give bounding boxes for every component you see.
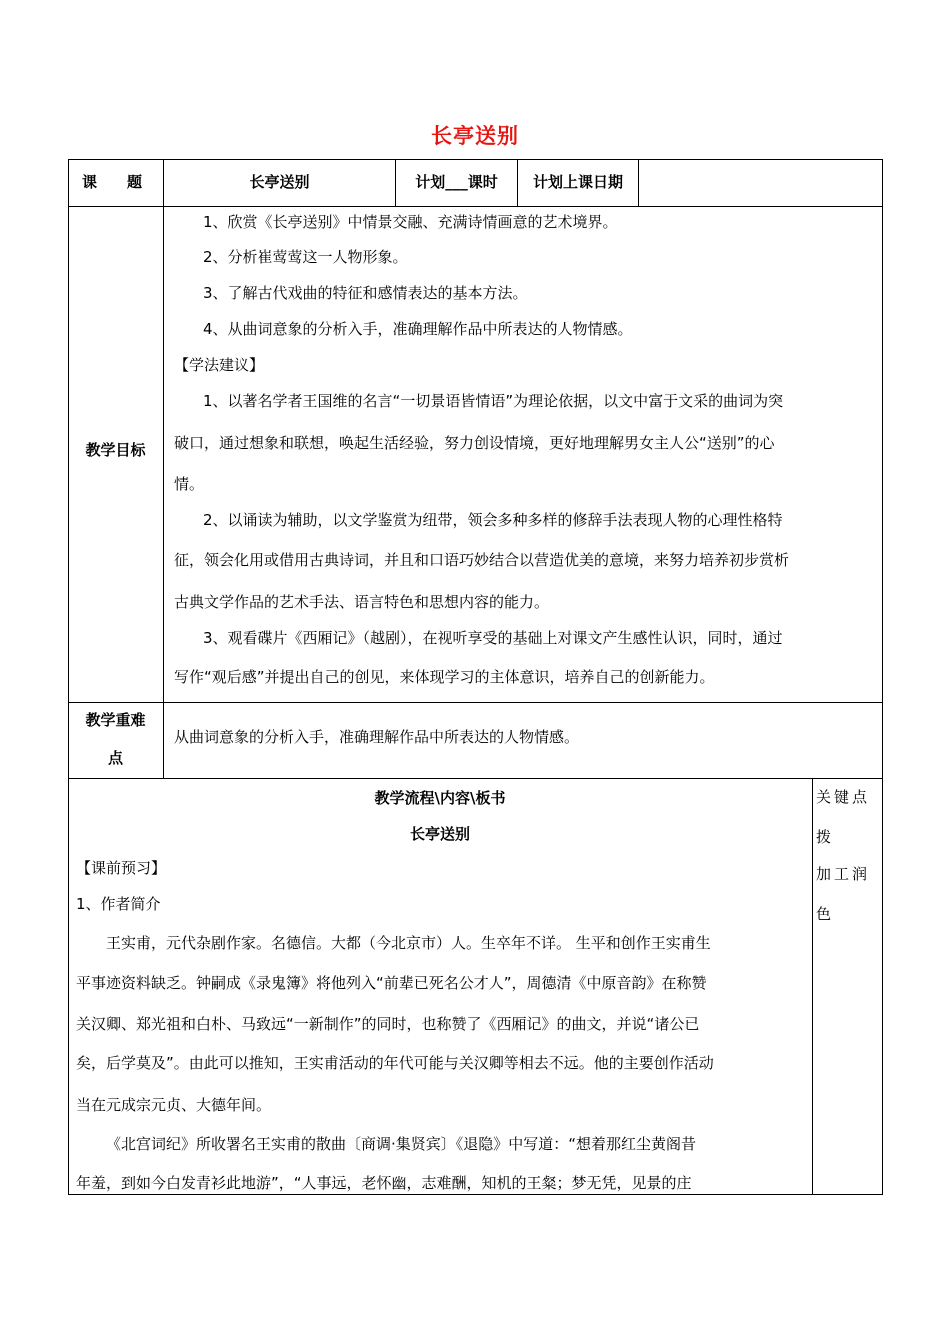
flow-header: 教学流程\内容\板书 xyxy=(374,789,506,807)
flow-paragraph-line: 矣，后学莫及”。由此可以推知，王实甫活动的年代可能与关汉卿等相去不远。他的主要创作活动 xyxy=(76,1054,714,1072)
advice-line: 写作“观后感”并提出自己的创见，来体现学习的主体意识，培养自己的创新能力。 xyxy=(174,668,715,686)
advice-heading: 【学法建议】 xyxy=(174,356,265,374)
flow-section-heading: 【课前预习】 xyxy=(76,859,167,877)
document-title: 长亭送别 xyxy=(431,124,519,148)
objective-item: 3、了解古代戏曲的特征和感情表达的基本方法。 xyxy=(203,284,528,302)
flow-paragraph-line: 当在元成宗元贞、大德年间。 xyxy=(76,1096,272,1114)
key-points-content: 从曲词意象的分析入手，准确理解作品中所表达的人物情感。 xyxy=(174,728,580,746)
topic-label: 课 题 xyxy=(82,173,143,191)
side-note-line: 关键点 xyxy=(816,788,871,806)
key-points-label-line1: 教学重难 xyxy=(85,711,146,729)
side-note-line: 加工润 xyxy=(816,865,871,883)
advice-line: 破口，通过想象和联想，唤起生活经验，努力创设情境，更好地理解男女主人公“送别”的心 xyxy=(174,434,775,452)
objective-item: 4、从曲词意象的分析入手，准确理解作品中所表达的人物情感。 xyxy=(203,320,633,338)
plan-date-label: 计划上课日期 xyxy=(532,173,623,191)
flow-paragraph-line: 王实甫，元代杂剧作家。名德信。大都（今北京市）人。生卒年不详。 生平和创作王实甫生 xyxy=(106,934,711,952)
objective-item: 1、欣赏《长亭送别》中情景交融、充满诗情画意的艺术境界。 xyxy=(203,213,618,231)
topic-value: 长亭送别 xyxy=(249,173,310,191)
objective-item: 2、分析崔莺莺这一人物形象。 xyxy=(203,248,408,266)
flow-sub-heading: 1、作者简介 xyxy=(76,895,161,913)
flow-paragraph-line: 平事迹资料缺乏。钟嗣成《录鬼簿》将他列入“前辈已死名公才人”，周德清《中原音韵》在称赞 xyxy=(76,974,707,992)
flow-paragraph-line: 关汉卿、郑光祖和白朴、马致远“一新制作”的同时，也称赞了《西厢记》的曲文，并说“诸公已 xyxy=(76,1015,700,1033)
side-note-line: 拨 xyxy=(816,828,832,846)
flow-paragraph-line: 《北宫词纪》所收署名王实甫的散曲〔商调·集贤宾〕《退隐》中写道：“想着那红尘黄阁昔 xyxy=(106,1135,697,1153)
advice-line: 古典文学作品的艺术手法、语言特色和思想内容的能力。 xyxy=(174,593,550,611)
advice-line: 2、以诵读为辅助，以文学鉴赏为纽带，领会多种多样的修辞手法表现人物的心理性格特 xyxy=(203,511,783,529)
plan-hours: 计划___课时 xyxy=(415,173,498,191)
side-note-line: 色 xyxy=(816,905,832,923)
advice-line: 征，领会化用或借用古典诗词，并且和口语巧妙结合以营造优美的意境，来努力培养初步赏析 xyxy=(174,551,790,569)
flow-paragraph-line: 年羞，到如今白发青衫此地游”，“人事远，老怀幽，志难酬，知机的王粲；梦无凭，见景的庄 xyxy=(76,1174,692,1192)
advice-line: 3、观看碟片《西厢记》（越剧），在视听享受的基础上对课文产生感性认识，同时，通过 xyxy=(203,629,783,647)
advice-line: 情。 xyxy=(174,475,205,493)
key-points-label-line2: 点 xyxy=(107,749,123,767)
objectives-label: 教学目标 xyxy=(85,441,146,459)
flow-subtitle: 长亭送别 xyxy=(409,825,470,843)
advice-line: 1、以著名学者王国维的名言“一切景语皆情语”为理论依据，以文中富于文采的曲词为突 xyxy=(203,392,784,410)
